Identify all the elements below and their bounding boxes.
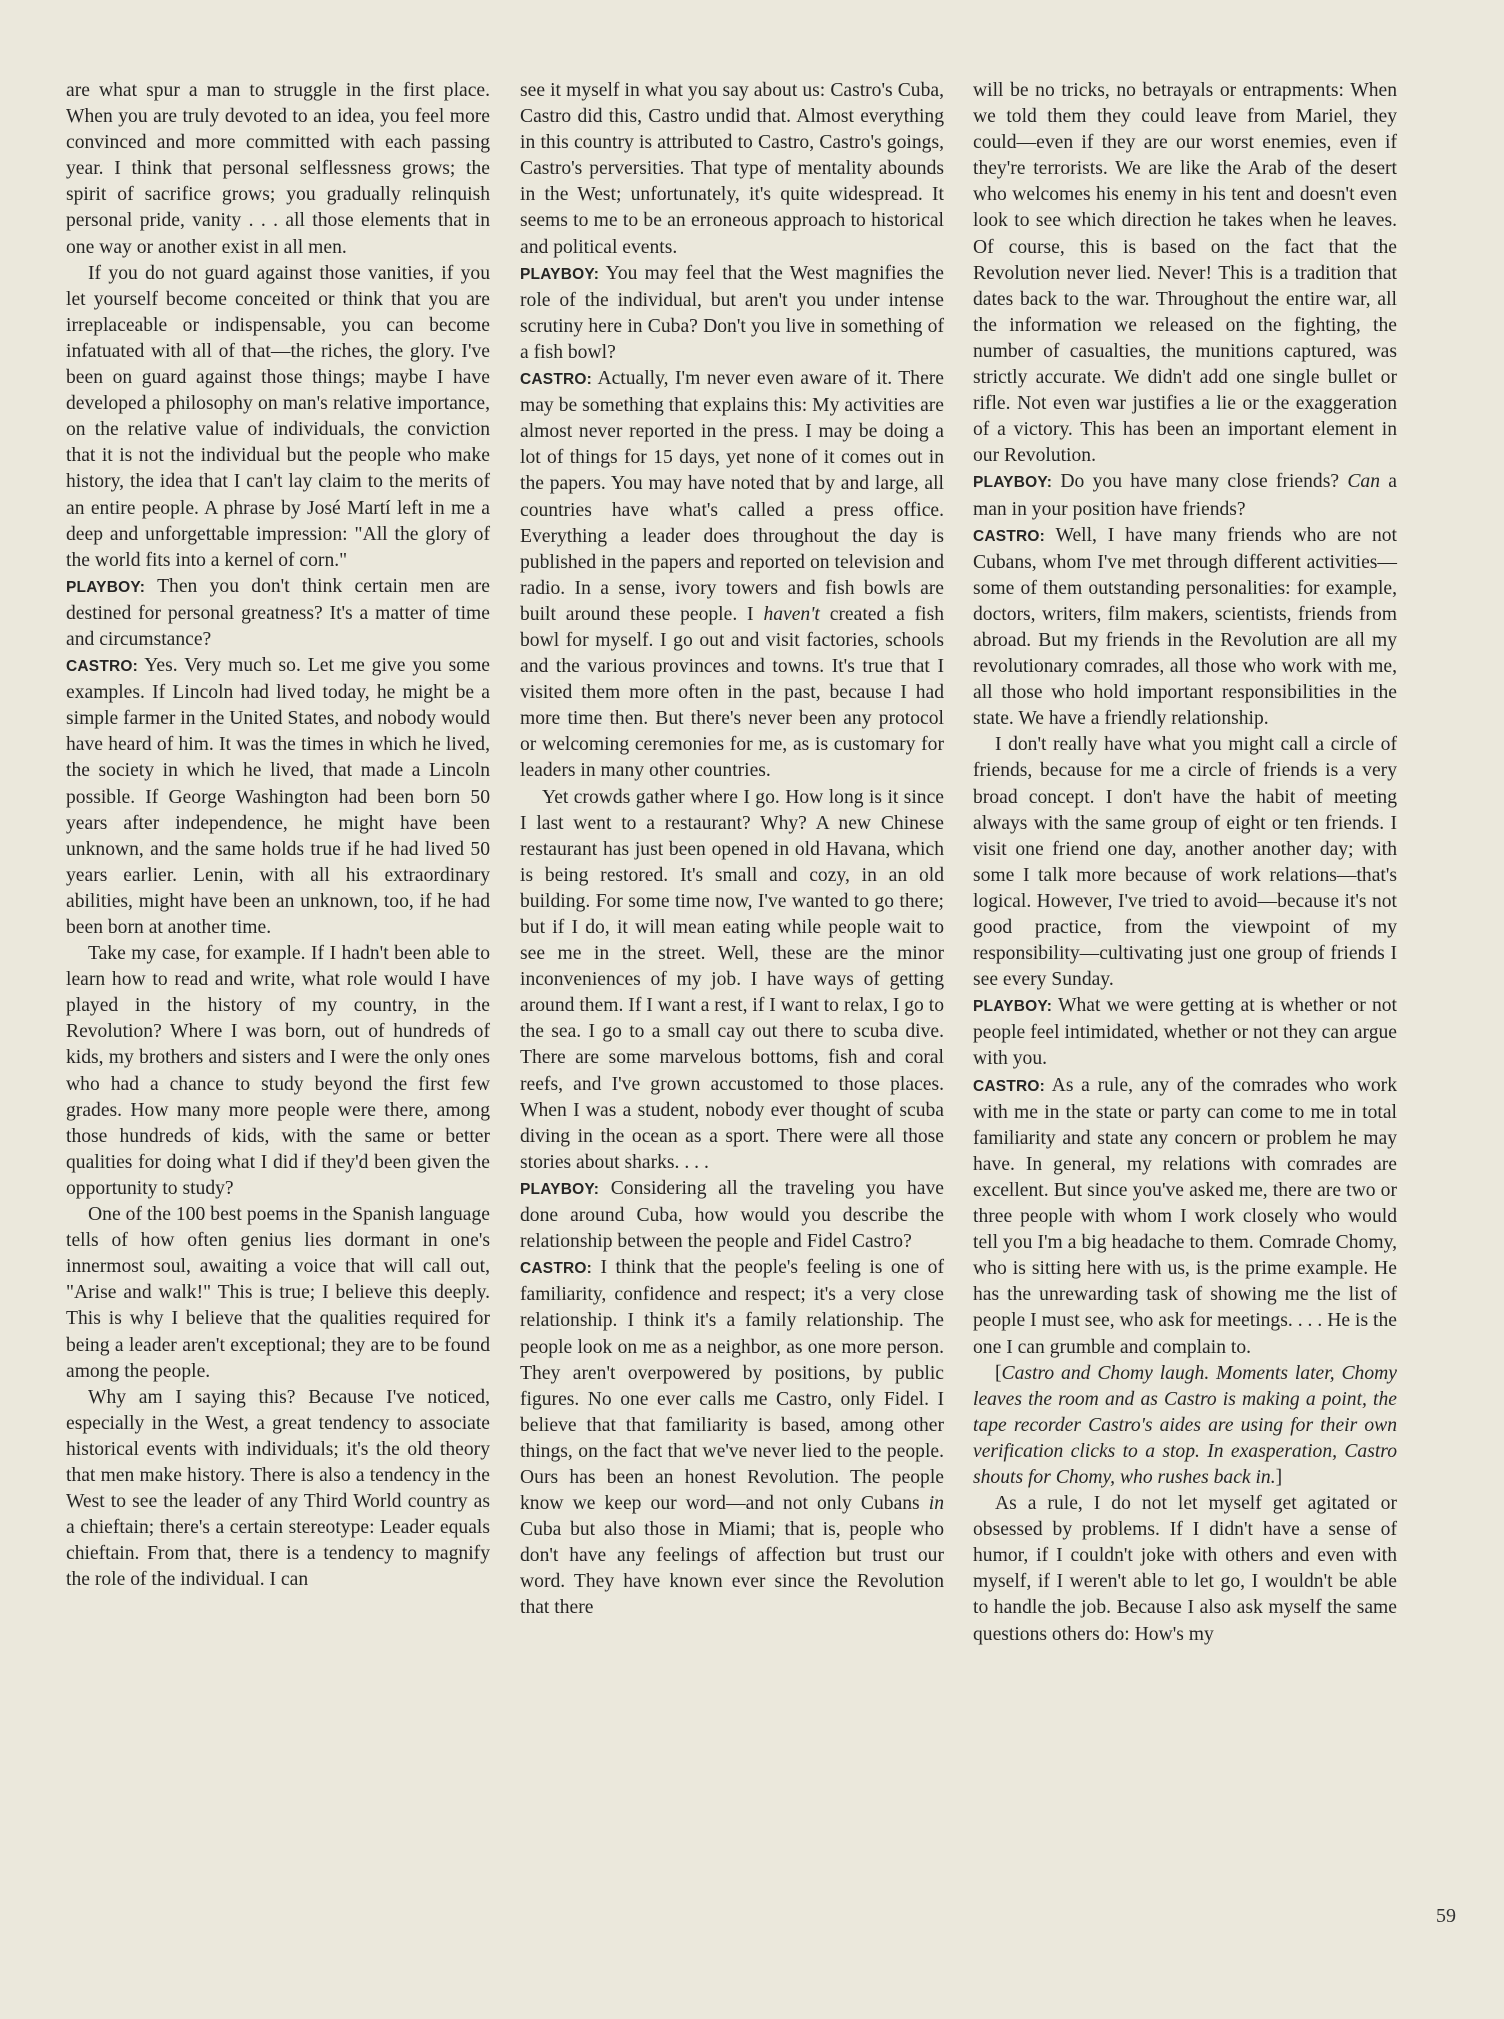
interviewee-answer: CASTRO: Actually, I'm never even aware of it. There may be something that explains this: My activities are almost never reported in the press. I may be doing a lot of things for 15 days, yet none of it comes out in the papers. You may have noted that by and large, all countries have what's called a press office. Everything a leader does throughout the day is published in the papers and reported on television and radio. In a sense, ivory towers and fish bowls are built around these people. I haven't created a fish bowl for myself. I go out and visit factories, schools and the various provinces and towns. It's true that I visited them more often in the past, because I had more time then. But there's never been any protocol or welcoming ceremonies for me, as is customary for leaders in many other countries. [520,368,945,782]
speaker-label: PLAYBOY: [520,265,600,283]
paragraph: If you do not guard against those vanities, if you let yourself become conceited or think that you are irreplaceable or indispensable, you can become infatuated with all of that—the riches, the glory. I've been on guard against those things; maybe I have developed a philosophy on man's relative importance, on the relative value of individuals, the conviction that it is not the individual but the people who make history, the idea that I can't lay claim to the merits of an entire people. A phrase by José Martí left in me a deep and unforgettable impression: "All the glory of the world fits into a kernel of corn." [66,262,490,571]
stage-direction: [Castro and Chomy laugh. Moments later, Chomy leaves the room and as Castro is making a point, the tape recorder Castro's aides are using for their own verification clicks to a stop. In exasperation, Castro shouts for Chomy, who rushes back in.] [973,1362,1397,1488]
interviewee-answer: CASTRO: I think that the people's feeling is one of familiarity, confidence and respect; it's a very close relationship. I think it's a family relationship. The people look on me as a neighbor, as one more person. They aren't overpowered by positions, by public figures. No one ever calls me Castro, only Fidel. I believe that that familiarity is based, among other things, on the fact that we've never lied to the people. Ours has been an honest Revolution. The people know we keep our word—and not only Cubans in Cuba but also those in Miami; that is, people who don't have any feelings of affection but trust our word. They have known ever since the Revolution that there [520,1257,944,1619]
paragraph: are what spur a man to struggle in the first place. When you are truly devoted to an idea, you feel more convinced and more committed with each passing year. I think that personal selflessness grows; the spirit of sacrifice grows; you gradually relinquish personal pride, vanity . . . all those elements that in one way or another exist in all men. [66,80,490,258]
speaker-label: PLAYBOY: [66,578,146,596]
paragraph: will be no tricks, no betrayals or entrapments: When we told them they could leave from Mariel, they could—even if they are our worst enemies, even if they're terrorists. We are like the Arab of the desert who welcomes his enemy in his tent and doesn't even look to see which direction he takes when he leaves. Of course, this is based on the fact that the Revolution never lied. Never! This is a tradition that dates back to the war. Throughout the entire war, all the information we released on the fighting, the number of casualties, the munitions captured, was strictly accurate. We didn't add one single bullet or rifle. Not even war justifies a lie or the exaggeration of a victory. This has been an important element in our Revolution. [973,80,1397,467]
speaker-label: PLAYBOY: [973,474,1053,492]
speaker-label: CASTRO: [66,658,139,676]
text-column-1 [66,78,490,1593]
speaker-label: PLAYBOY: [520,1180,600,1198]
interviewee-answer: CASTRO: As a rule, any of the comrades who work with me in the state or party can come to me in total familiarity and state any concern or problem he may have. In general, my relations with comrades are excellent. But since you've asked me, there are two or three people with whom I work closely who would tell you I'm a big headache to them. Comrade Chomy, who is sitting here with us, is the prime example. He has the unrewarding task of showing me the list of people I must see, who ask for meetings. . . . He is the one I can grumble and complain to. [973,1074,1397,1358]
interviewer-question: PLAYBOY: What we were getting at is whether or not people feel intimidated, whether or not they can argue with you. [973,995,1397,1070]
speaker-label: CASTRO: [520,1260,593,1278]
interviewer-question: PLAYBOY: You may feel that the West magnifies the role of the individual, but aren't you under intense scrutiny here in Cuba? Don't you live in something of a fish bowl? [520,262,945,363]
paragraph: As a rule, I do not let myself get agitated or obsessed by problems. If I didn't have a sense of humor, if I couldn't joke with others and even with myself, if I weren't able to let go, I wouldn't be able to handle the job. Because I also ask myself the same questions others do: How's my [973,1493,1397,1645]
interviewer-question: PLAYBOY: Then you don't think certain men are destined for personal greatness? It's a matter of time and circumstance? [66,575,491,650]
interviewee-answer: CASTRO: Well, I have many friends who are not Cubans, whom I've met through different activities—some of them outstanding personalities: for example, doctors, writers, film makers, scientists, friends from abroad. But my friends in the Revolution are all my revolutionary comrades, all those who work with me, all those who hold important responsibilities in the state. We have a friendly relationship. [973,524,1397,730]
paragraph: see it myself in what you say about us: Castro's Cuba, Castro did this, Castro undid that. Almost everything in this country is attributed to Castro, Castro's goings, Castro's perversities. That type of mentality abounds in the West; unfortunately, it's quite widespread. It seems to me to be an erroneous approach to historical and political events. [520,80,944,258]
paragraph: One of the 100 best poems in the Spanish language tells of how often genius lies dormant in one's innermost soul, awaiting a voice that will call out, "Arise and walk!" This is true; I believe this deeply. This is why I believe that the qualities required for being a leader aren't exceptional; they are to be found among the people. [66,1204,490,1382]
speaker-label: PLAYBOY: [973,998,1053,1016]
speaker-label: CASTRO: [973,1077,1046,1095]
text-column-3 [973,78,1397,1648]
interviewee-answer: CASTRO: Yes. Very much so. Let me give you some examples. If Lincoln had lived today, he might be a simple farmer in the United States, and nobody would have heard of him. It was the times in which he lived, the society in which he lived, that made a Lincoln possible. If George Washington had been born 50 years after independence, he might have been unknown, and the same holds true if he had lived 50 years earlier. Lenin, with all his extraordinary abilities, might have been an unknown, too, if he had been born at another time. [66,655,491,938]
interviewer-question: PLAYBOY: Do you have many close friends? Can a man in your position have friends? [973,471,1397,520]
paragraph: Yet crowds gather where I go. How long is it since I last went to a restaurant? Why? A new Chinese restaurant has just been opened in old Havana, which is being restored. It's small and cozy, in an old building. For some time now, I've wanted to go there; but if I do, it will mean eating while people wait to see me in the street. Well, these are the minor inconveniences of my job. I have ways of getting around them. If I want a rest, if I want to relax, I go to the sea. I go to a small cay out there to scuba dive. There are some marvelous bottoms, fish and coral reefs, and I've grown accustomed to those places. When I was a student, nobody ever thought of scuba diving in the ocean as a sport. There were all those stories about sharks. . . . [520,786,944,1173]
text-column-2 [520,78,944,1622]
paragraph: Take my case, for example. If I hadn't been able to learn how to read and write, what role would I have played in the history of my country, in the Revolution? Where I was born, out of hundreds of kids, my brothers and sisters and I were the only ones who had a chance to study beyond the first few grades. How many more people were there, among those hundreds of kids, with the same or better qualities for doing what I did if they'd been given the opportunity to study? [66,943,490,1199]
paragraph: I don't really have what you might call a circle of friends, because for me a circle of friends is a very broad concept. I don't have the habit of meeting always with the same group of eight or ten friends. I visit one friend one day, another another day; with some I talk more because of work relations—that's logical. However, I've tried to avoid—because it's not good practice, from the viewpoint of my responsibility—cultivating just one group of friends I see every Sunday. [973,734,1397,991]
speaker-label: CASTRO: [520,371,593,389]
speaker-label: CASTRO: [973,527,1046,545]
page-number: 59 [1436,1905,1456,1927]
interviewer-question: PLAYBOY: Considering all the traveling you have done around Cuba, how would you describe the relationship between the people and Fidel Castro? [520,1177,944,1253]
paragraph: Why am I saying this? Because I've noticed, especially in the West, a great tendency to associate historical events with individuals; it's the old theory that men make history. There is also a tendency in the West to see the leader of any Third World country as a chieftain; there's a certain stereotype: Leader equals chieftain. From that, there is a tendency to magnify the role of the individual. I can [66,1386,490,1591]
